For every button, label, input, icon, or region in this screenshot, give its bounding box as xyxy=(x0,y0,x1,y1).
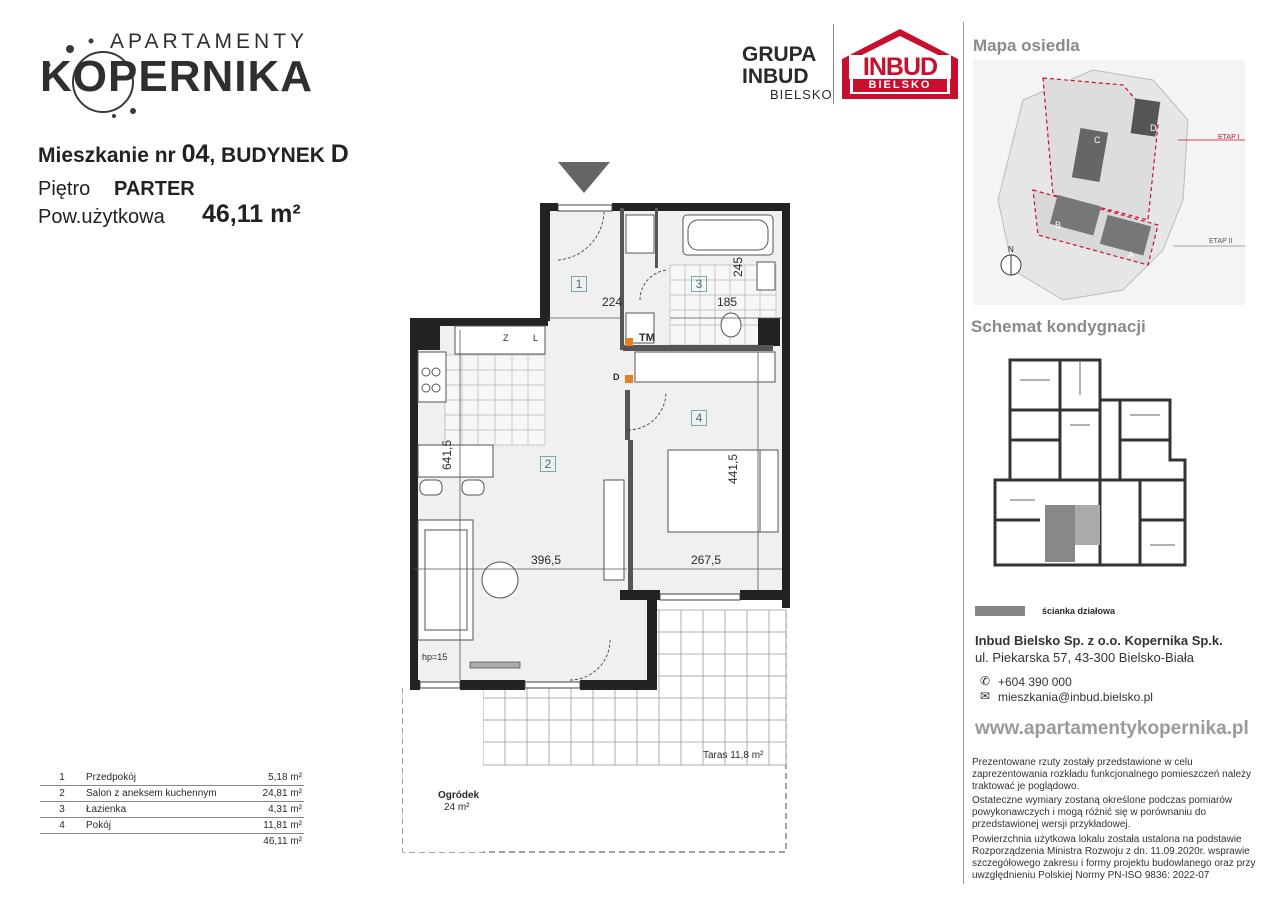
map-label-a: A xyxy=(1128,250,1135,260)
legend-label: ścianka działowa xyxy=(1042,606,1116,616)
logo-top-text: APARTAMENTY xyxy=(110,30,309,53)
map-etap1: ETAP I xyxy=(1218,134,1240,141)
group-line3: BIELSKO xyxy=(770,87,833,102)
apartment-title xyxy=(38,140,349,169)
room-badge-2: 2 xyxy=(540,456,556,472)
map-north: N xyxy=(1008,245,1014,254)
estate-map xyxy=(973,60,1245,305)
garden-label: Ogródek xyxy=(438,790,480,801)
room-badge-3: 3 xyxy=(691,276,707,292)
dim-224: 224 xyxy=(602,295,623,309)
rooms-table xyxy=(40,770,304,849)
estate-map-drawing xyxy=(973,60,1245,305)
map-label-d: D xyxy=(1150,123,1157,133)
phone-icon: ✆ xyxy=(980,674,991,688)
phone-number[interactable]: +604 390 000 xyxy=(998,675,1072,689)
scheme-title: Schemat kondygnacji xyxy=(971,317,1146,336)
apartment-label: Mieszkanie nr xyxy=(38,144,176,167)
dim-441-5: 441,5 xyxy=(726,453,741,485)
dim-641-5: 641,5 xyxy=(440,439,455,471)
dim-396-5: 396,5 xyxy=(531,553,562,567)
building-letter: D xyxy=(330,140,349,168)
dim-185: 185 xyxy=(717,295,738,309)
kitchen-mark-l: L xyxy=(533,333,539,343)
sidebar-divider xyxy=(963,22,964,884)
table-row: 4 Pokój 11,81 m² xyxy=(40,818,304,834)
room-badge-4: 4 xyxy=(691,410,707,426)
group-line1: GRUPA xyxy=(742,43,817,66)
d-label: D xyxy=(613,372,620,382)
area-value: 46,11 m² xyxy=(202,200,301,228)
kitchen-mark-z: Z xyxy=(503,333,509,343)
map-title: Mapa osiedla xyxy=(973,36,1080,55)
disclaimer-1: Prezentowane rzuty zostały przedstawione w celu zaprezentowania rozkładu funkcjonalnego pomieszczeń należy traktować je poglądowo. xyxy=(972,757,1252,792)
group-divider xyxy=(833,24,834,104)
badge-line1: INBUD xyxy=(849,55,951,79)
group-line2: INBUD xyxy=(742,65,809,88)
email-icon: ✉ xyxy=(980,689,991,703)
floor-label: Piętro xyxy=(38,178,91,200)
disclaimer-2: Ostateczne wymiary zostaną określone podczas pomiarów powykonawczych i mogą różnić się w porównaniu do przedstawionej wersji przykładowej. xyxy=(972,795,1233,830)
area-label: Pow.użytkowa xyxy=(38,206,165,228)
badge-line2: BIELSKO xyxy=(868,79,932,91)
disclaimer-3: Powierzchnia użytkowa lokalu została ustalona na podstawie Rozporządzenia Ministra Rozwoju z dn. 11.09.2020r. wsprawie szczegółowego zakresu i formy projektu budowlanego oraz przy uwzględnieniu Polskiej Normy PN-ISO 9836: 2022-07 xyxy=(972,834,1256,881)
room-badge-1: 1 xyxy=(571,276,587,292)
email-link[interactable]: mieszkania@inbud.bielsko.pl xyxy=(998,690,1153,704)
tm-label: TM xyxy=(639,332,655,344)
apartment-number: 04 xyxy=(181,140,210,168)
hp-label: hp=15 xyxy=(422,652,448,662)
company-name: Inbud Bielsko Sp. z o.o. Kopernika Sp.k. xyxy=(975,633,1223,648)
map-etap2: ETAP II xyxy=(1209,238,1233,245)
floor-value: PARTER xyxy=(114,178,195,200)
terrace-label: Taras 11,8 m² xyxy=(703,750,764,761)
table-total-row xyxy=(40,834,304,850)
dim-267-5: 267,5 xyxy=(691,553,722,567)
building-label: , BUDYNEK xyxy=(209,144,325,167)
table-row: 3 Łazienka 4,31 m² xyxy=(40,802,304,818)
logo-main-text: KOPERNIKA xyxy=(40,52,314,101)
map-label-c: C xyxy=(1094,135,1101,145)
company-address: ul. Piekarska 57, 43-300 Bielsko-Biała xyxy=(975,650,1194,665)
map-label-b: B xyxy=(1055,220,1062,230)
floor-plan-drawing xyxy=(395,150,815,870)
floor-plan xyxy=(395,150,815,870)
website-link[interactable]: www.apartamentykopernika.pl xyxy=(975,718,1249,739)
table-row: 2 Salon z aneksem kuchennym 24,81 m² xyxy=(40,786,304,802)
floor-scheme-drawing xyxy=(990,355,1190,575)
group-logo xyxy=(742,44,833,102)
inbud-badge xyxy=(837,25,963,101)
garden-area: 24 m² xyxy=(444,802,470,813)
legend-swatch xyxy=(975,606,1025,616)
rooms-total: 46,11 m² xyxy=(263,836,302,847)
dim-245: 245 xyxy=(731,256,746,278)
table-row: 1 Przedpokój 5,18 m² xyxy=(40,770,304,786)
floor-scheme xyxy=(990,355,1190,575)
